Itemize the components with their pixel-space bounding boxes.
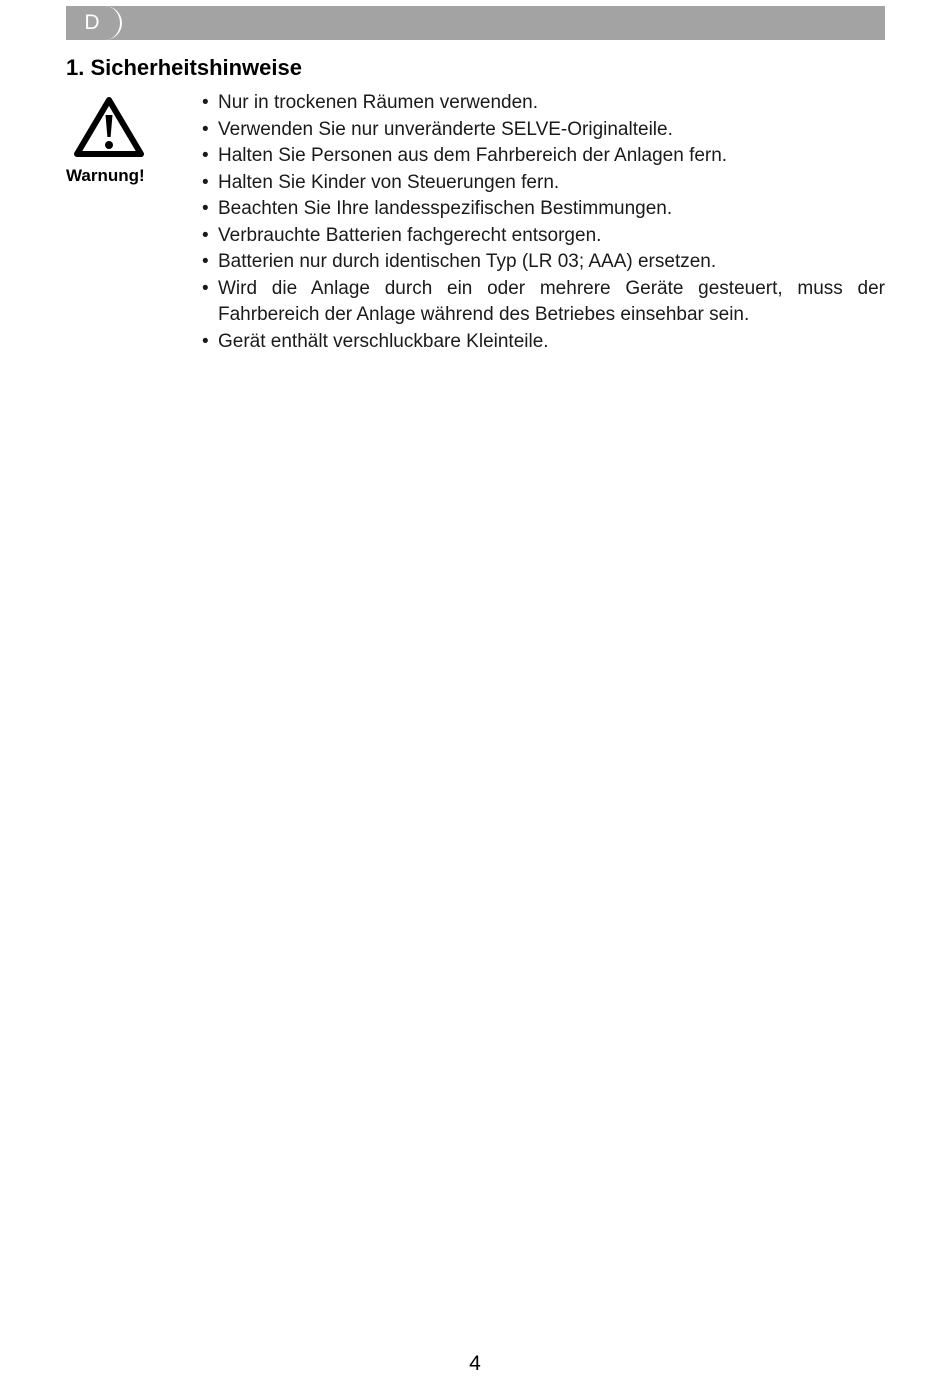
safety-hint-list — [202, 90, 885, 355]
header-bar — [66, 6, 885, 40]
list-item: • Halten Sie Kinder von Steuerungen fern. — [202, 170, 885, 197]
list-item: • Verwenden Sie nur unveränderte SELVE-Originalteile. — [202, 117, 885, 144]
section-title: 1. Sicherheitshinweise — [66, 55, 302, 80]
list-item: • Batterien nur durch identischen Typ (LR 03; AAA) ersetzen. — [202, 249, 885, 276]
list-item: • Gerät enthält verschluckbare Kleinteile. — [202, 329, 885, 356]
list-item: • Beachten Sie Ihre landesspezifischen Bestimmungen. — [202, 196, 885, 223]
list-item: • Verbrauchte Batterien fachgerecht entsorgen. — [202, 223, 885, 250]
warning-triangle-icon — [73, 95, 145, 159]
page-number: 4 — [469, 1352, 481, 1375]
list-item: • Nur in trockenen Räumen verwenden. — [202, 90, 885, 117]
list-item: • Wird die Anlage durch ein oder mehrere Geräte gesteuert, muss der Fahrbereich der Anlage während des Betriebes einsehbar sein. — [202, 276, 885, 329]
list-item: • Halten Sie Personen aus dem Fahrbereich der Anlagen fern. — [202, 143, 885, 170]
language-tab-label: D — [84, 11, 100, 34]
warning-label: Warnung! — [66, 166, 145, 185]
